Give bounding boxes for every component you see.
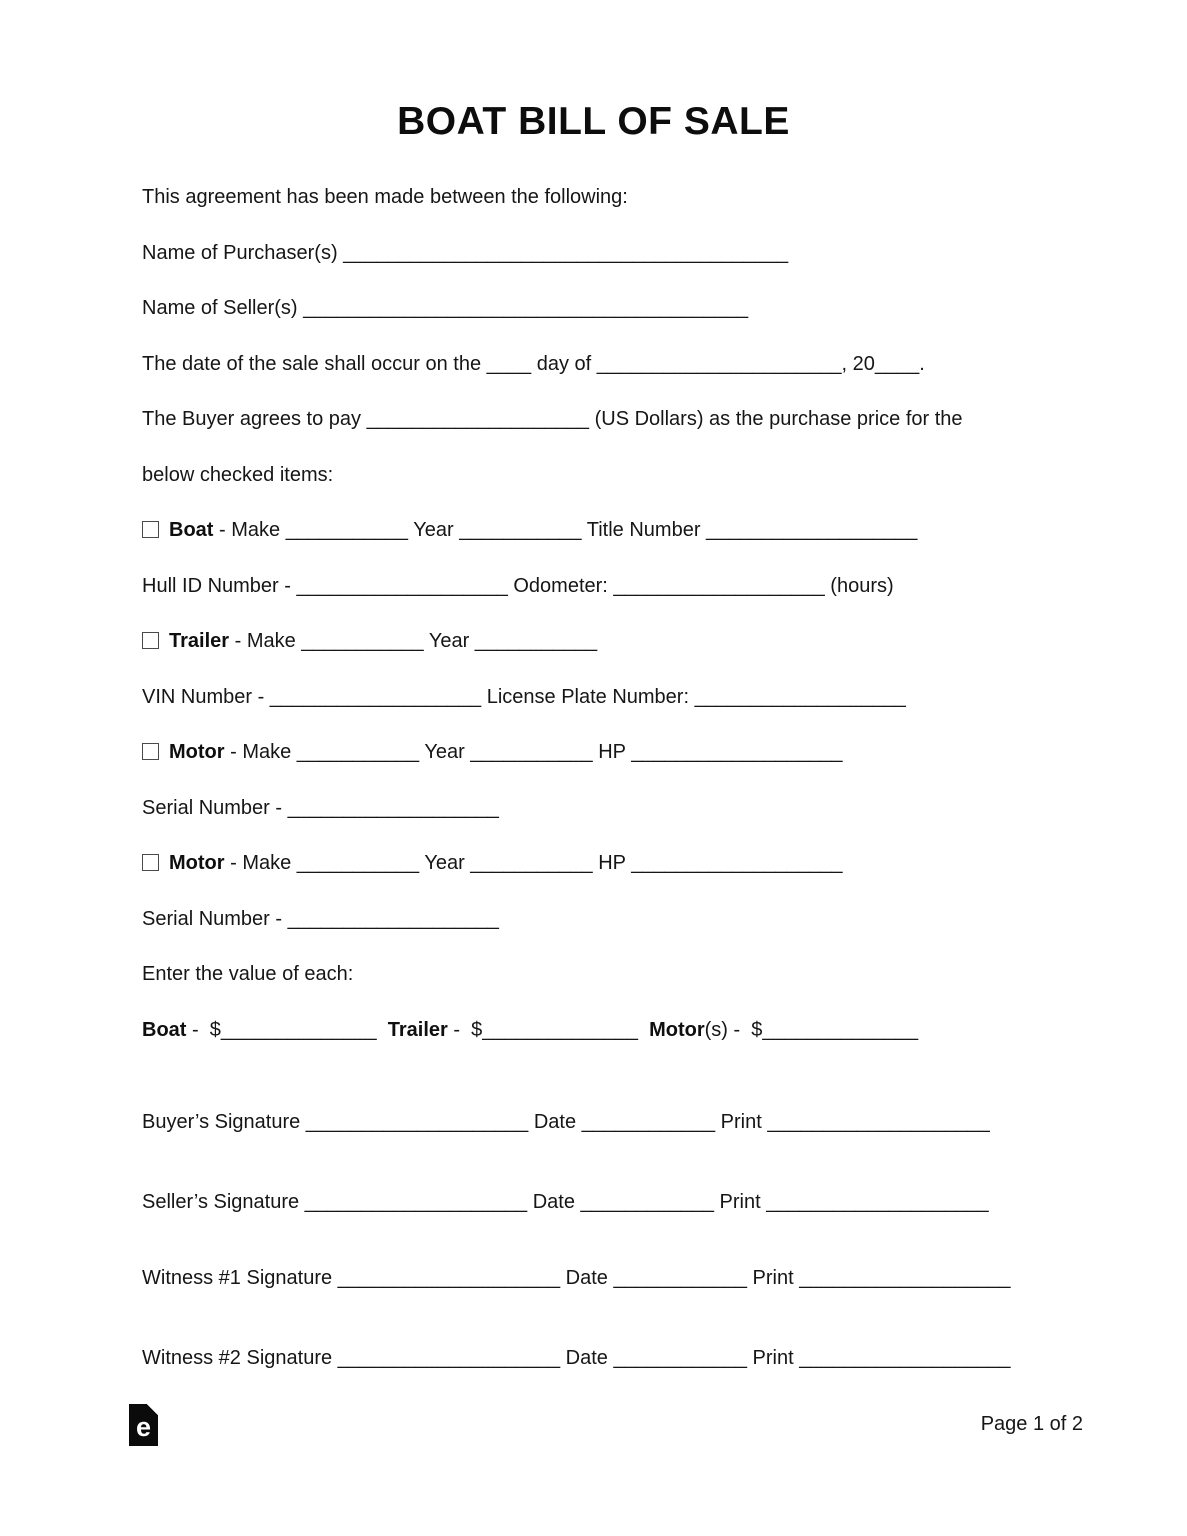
sale-date-line: The date of the sale shall occur on the ____ day of ______________________, 20____. (142, 353, 925, 375)
value-motor-label: Motor (649, 1019, 705, 1041)
serial2-line: Serial Number - ___________________ (142, 908, 499, 930)
motor2-checkbox[interactable] (142, 854, 159, 871)
boat-checkbox[interactable] (142, 521, 159, 538)
intro-line: This agreement has been made between the following: (142, 186, 628, 208)
motor2-item-label: Motor (169, 852, 225, 874)
purchaser-line: Name of Purchaser(s) ________________________________________ (142, 242, 789, 264)
boat-item-line (142, 518, 917, 542)
page-number: Page 1 of 2 (980, 1413, 1083, 1435)
value-intro-line: Enter the value of each: (142, 963, 354, 985)
checked-items-line: below checked items: (142, 464, 334, 486)
serial1-line: Serial Number - ___________________ (142, 797, 499, 819)
motor2-item-blanks: - Make ___________ Year ___________ HP ___________________ (224, 852, 843, 874)
trailer-item-blanks: - Make ___________ Year ___________ (229, 630, 598, 652)
vin-line: VIN Number - ___________________ License Plate Number: ___________________ (142, 686, 906, 708)
motor1-item-blanks: - Make ___________ Year ___________ HP ___________________ (224, 741, 843, 763)
logo-letter: e (135, 1412, 152, 1442)
value-motor-blank: (s) - $______________ (704, 1019, 919, 1041)
motor1-item-line (142, 740, 843, 764)
purchase-price-line: The Buyer agrees to pay ____________________ (US Dollars) as the purchase price for the (142, 408, 963, 430)
boat-item-label: Boat (169, 519, 214, 541)
motor2-item-line (142, 851, 843, 875)
boat-item-blanks: - Make ___________ Year ___________ Title Number ___________________ (213, 519, 918, 541)
motor1-checkbox[interactable] (142, 743, 159, 760)
buyer-signature-line: Buyer’s Signature ____________________ Date ____________ Print ____________________ (142, 1111, 990, 1133)
trailer-item-line (142, 629, 597, 653)
value-trailer-label: Trailer (387, 1019, 448, 1041)
motor1-item-label: Motor (169, 741, 225, 763)
trailer-checkbox[interactable] (142, 632, 159, 649)
eforms-logo (129, 1404, 158, 1446)
seller-signature-line: Seller’s Signature ____________________ Date ____________ Print ____________________ (142, 1191, 989, 1213)
witness2-signature-line: Witness #2 Signature ____________________ Date ____________ Print ___________________ (142, 1347, 1011, 1369)
value-line (142, 1018, 918, 1042)
witness1-signature-line: Witness #1 Signature ____________________ Date ____________ Print ___________________ (142, 1267, 1011, 1289)
value-boat-label: Boat (142, 1019, 187, 1041)
value-trailer-blank: - $______________ (447, 1019, 650, 1041)
hull-id-line: Hull ID Number - ___________________ Odometer: ___________________ (hours) (142, 575, 894, 597)
page-title: BOAT BILL OF SALE (397, 100, 790, 143)
trailer-item-label: Trailer (169, 630, 230, 652)
value-boat-blank: - $______________ (186, 1019, 388, 1041)
seller-line: Name of Seller(s) ________________________________________ (142, 297, 749, 319)
